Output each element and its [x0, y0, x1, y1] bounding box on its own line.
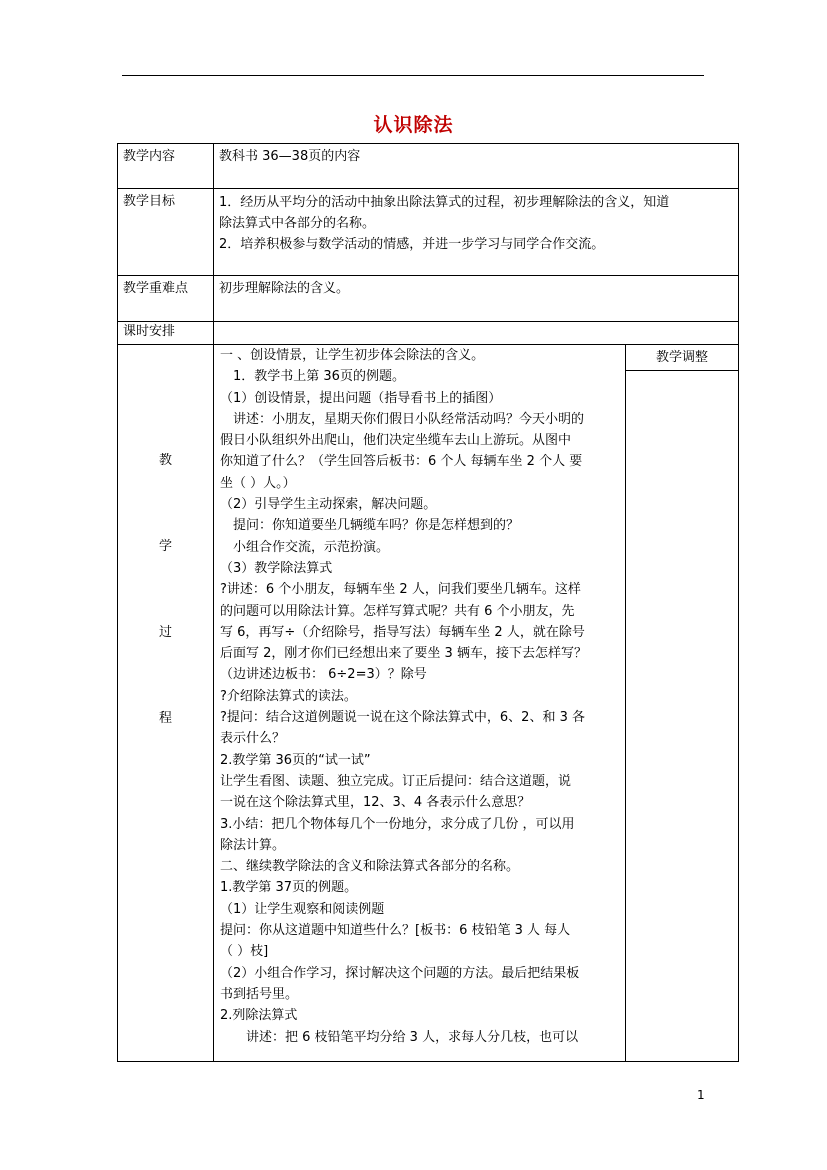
lesson-plan-table — [117, 143, 739, 1062]
process-line: 小组合作交流，示范扮演。 — [220, 539, 390, 555]
process-line: 书到括号里。 — [220, 986, 299, 1002]
process-line: ?提问：结合这道例题说一说在这个除法算式中，6、2、和 3 各 — [220, 710, 585, 726]
process-line: 假日小队组织外出爬山，他们决定坐缆车去山上游玩。从图中 — [220, 433, 572, 449]
header-rule — [122, 75, 704, 76]
row-goals — [118, 189, 739, 276]
process-line: （1）创设情景，提出问题（指导看书上的插图） — [220, 390, 502, 406]
label-goals: 教学目标 — [118, 189, 214, 276]
process-text — [214, 345, 625, 1061]
row-process — [118, 345, 739, 1062]
process-line: 3.小结：把几个物体每几个一份地分，求分成了几份 ，可以用 — [220, 816, 575, 832]
adjust-column — [625, 345, 738, 1061]
value-schedule — [214, 322, 739, 345]
row-schedule — [118, 322, 739, 345]
row-content — [118, 144, 739, 189]
value-content: 教科书 36—38页的内容 — [214, 144, 739, 189]
process-line: 一说在这个除法算式里，12、3、4 各表示什么意思？ — [220, 795, 531, 811]
process-line: 后面写 2，刚才你们已经想出来了要坐 3 辆车，接下去怎样写？ — [220, 646, 587, 662]
goal-line: 除法算式中各部分的名称。 — [219, 216, 376, 231]
process-line: 表示什么？ — [220, 731, 286, 747]
process-cell — [214, 345, 739, 1062]
process-line: 你知道了什么？（学生回答后板书：6 个人 每辆车坐 2 个人 要 — [220, 454, 583, 470]
process-line: ?讲述：6 个小朋友，每辆车坐 2 人，问我们要坐几辆车。这样 — [220, 582, 581, 598]
goal-line: 2．培养积极参与数学活动的情感，并进一步学习与同学合作交流。 — [219, 237, 605, 252]
process-label-char: 学 — [158, 539, 172, 554]
process-label-char: 过 — [158, 625, 172, 640]
process-line: （1）让学生观察和阅读例题 — [220, 901, 385, 917]
process-line: 2.教学第 36页的“试一试” — [220, 752, 371, 768]
process-line: ?介绍除法算式的读法。 — [220, 688, 357, 704]
process-label-char: 教 — [158, 453, 172, 468]
process-label-char: 程 — [158, 711, 172, 726]
process-line: 讲述：小朋友，星期天你们假日小队经常活动吗？今天小明的 — [220, 411, 585, 427]
process-line: （3）教学除法算式 — [220, 560, 333, 576]
label-schedule: 课时安排 — [118, 322, 214, 345]
process-line: （2）小组合作学习，探讨解决这个问题的方法。最后把结果板 — [220, 965, 580, 981]
process-line: 一 、创设情景，让学生初步体会除法的含义。 — [220, 348, 485, 363]
label-process — [118, 345, 214, 1062]
row-key — [118, 276, 739, 322]
adjust-notes — [626, 371, 738, 1061]
process-line: （ ）枝] — [220, 944, 269, 960]
process-line: 提问：你从这道题中知道些什么？[板书：6 枝铅笔 3 人 每人 — [220, 923, 571, 939]
process-line: （2）引导学生主动探索，解决问题。 — [220, 497, 437, 513]
process-line: （边讲述边板书： 6÷2=3）？除号 — [220, 667, 427, 683]
label-key: 教学重难点 — [118, 276, 214, 322]
label-content: 教学内容 — [118, 144, 214, 189]
goal-line: 1．经历从平均分的活动中抽象出除法算式的过程，初步理解除法的含义，知道 — [219, 195, 670, 210]
process-line: 二、继续教学除法的含义和除法算式各部分的名称。 — [220, 859, 520, 875]
adjust-header: 教学调整 — [626, 345, 738, 371]
process-line: 让学生看图、读题、独立完成。订正后提问：结合这道题，说 — [220, 773, 572, 789]
process-line: 2.列除法算式 — [220, 1008, 298, 1024]
page-number: 1 — [697, 1088, 705, 1102]
process-line: 提问：你知道要坐几辆缆车吗？你是怎样想到的？ — [220, 518, 520, 534]
process-line: 除法计算。 — [220, 837, 286, 853]
process-line: 的问题可以用除法计算。怎样写算式呢？共有 6 个小朋友，先 — [220, 603, 575, 619]
process-line: 1．教学书上第 36页的例题。 — [220, 369, 405, 385]
process-line: 1.教学第 37页的例题。 — [220, 880, 358, 896]
value-key: 初步理解除法的含义。 — [214, 276, 739, 322]
page-title: 认识除法 — [373, 114, 454, 136]
process-line: 写 6，再写÷（介绍除号，指导写法）每辆车坐 2 人，就在除号 — [220, 624, 585, 640]
process-line: 讲述：把 6 枝铅笔平均分给 3 人，求每人分几枝，也可以 — [220, 1029, 579, 1045]
process-line: 坐（ ）人。） — [220, 475, 296, 491]
value-goals — [214, 189, 739, 276]
